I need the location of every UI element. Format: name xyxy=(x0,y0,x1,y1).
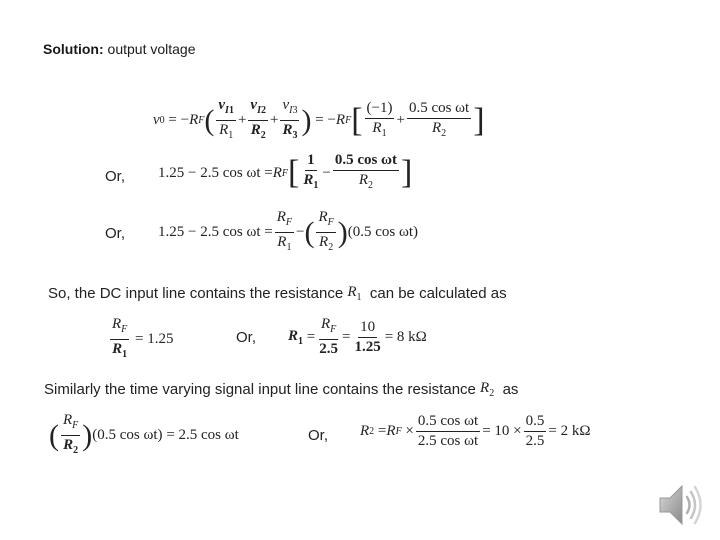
speaker-icon[interactable] xyxy=(656,480,706,535)
equation-4b: $R_1$ = $\frac{R_F}{2.5}$ = $\frac{10}{1.25}$ = 8 kΩ xyxy=(288,316,427,357)
equation-5b: R 2 = R F × $\frac{\text{0.5 cos ωt}}{\text{2.5 cos ωt}}$ = 10 × $\frac{0.5}{2.5}$ = 2 kΩ xyxy=(360,413,591,449)
equation-5a: ( $\frac{R_F}{R_2}$ ) (0.5 cos ωt) = 2.5 cos ωt xyxy=(49,412,239,456)
equation-1: v 0 = − R F ( $\frac{v_{I1}}{R_1}$ + $\frac{v_{I2}}{R_2}$ + $\frac{v_{I3}}{R_3}$ ) = − R F [ $\frac{(-1)}{R_1}$ + $\frac{\text{0.5 cos ωt}}{R_2}$ ] xyxy=(153,97,485,141)
title-rest: output voltage xyxy=(103,41,196,57)
title-bold: Solution: xyxy=(43,41,104,57)
or-label-1: Or, xyxy=(105,168,126,185)
equation-4a: $\frac{R_F}{R_1}$ = 1.25 xyxy=(112,316,174,360)
dc-line-text: So, the DC input line contains the resistance $R_1$ can be calculated as xyxy=(48,284,507,303)
signal-line-text: Similarly the time varying signal input line contains the resistance $R_2$ as xyxy=(44,380,519,399)
or-label-3: Or, xyxy=(236,329,257,346)
or-label-2: Or, xyxy=(105,225,126,242)
or-label-4: Or, xyxy=(308,427,329,444)
equation-2: 1.25 − 2.5 cos ωt = R F [ $\frac{1}{R_1}$ − $\frac{\text{0.5 cos ωt}}{R_2}$ ] xyxy=(158,152,413,191)
slide-title xyxy=(43,41,196,57)
equation-3: 1.25 − 2.5 cos ωt = $\frac{R_F}{R_1}$ − ( $\frac{R_F}{R_2}$ ) (0.5 cos ωt) xyxy=(158,209,419,253)
